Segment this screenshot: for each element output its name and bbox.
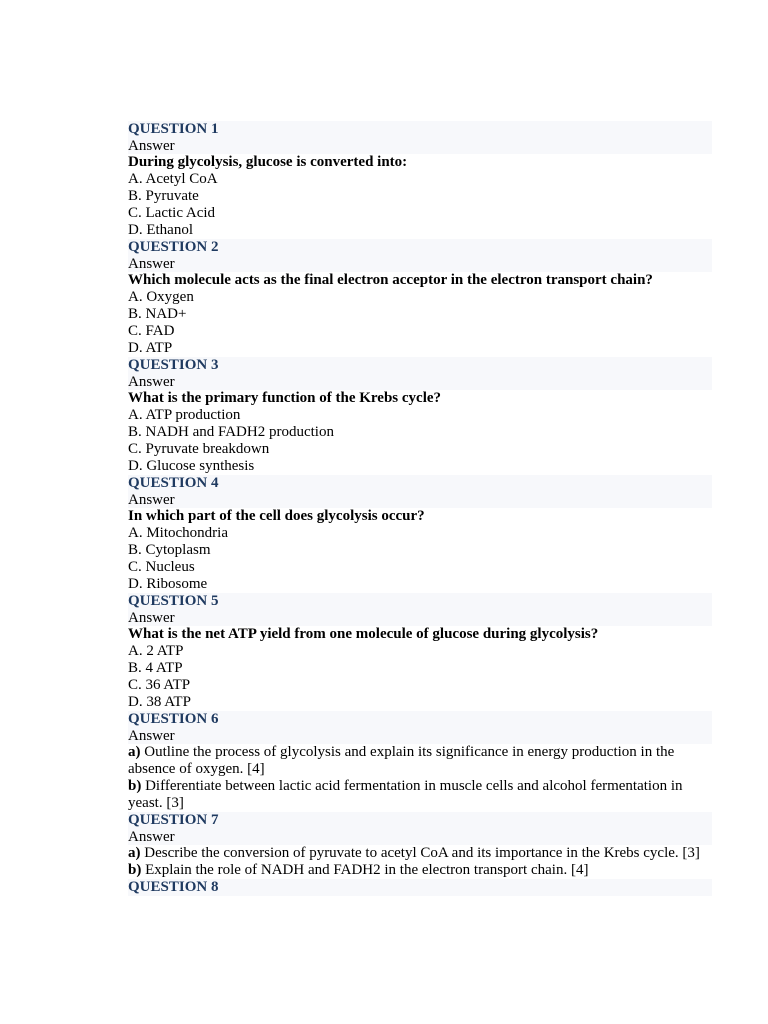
question-stem: In which part of the cell does glycolysis occur?	[128, 508, 425, 524]
question-header	[128, 121, 712, 154]
question-stem: Which molecule acts as the final electron acceptor in the electron transport chain?	[128, 272, 653, 288]
question-title: QUESTION 6	[128, 711, 219, 727]
question-header	[128, 711, 712, 744]
answer-option[interactable]: A. Mitochondria	[128, 525, 228, 541]
answer-label: Answer	[128, 374, 175, 390]
question-header	[128, 475, 712, 508]
question-header	[128, 812, 712, 845]
question-stem: What is the primary function of the Krebs cycle?	[128, 390, 442, 406]
answer-label: Answer	[128, 728, 175, 744]
question-stem: During glycolysis, glucose is converted into:	[128, 154, 408, 170]
answer-option[interactable]: B. Pyruvate	[128, 188, 199, 204]
question-title: QUESTION 1	[128, 121, 219, 137]
question-title: QUESTION 7	[128, 812, 219, 828]
answer-option[interactable]: C. FAD	[128, 323, 175, 339]
answer-option[interactable]: A. Acetyl CoA	[128, 171, 218, 187]
question-title: QUESTION 5	[128, 593, 219, 609]
question-part	[128, 862, 712, 879]
answer-option[interactable]: A. Oxygen	[128, 289, 194, 305]
question-header	[128, 593, 712, 626]
answer-option[interactable]: B. NADH and FADH2 production	[128, 424, 334, 440]
question-title: QUESTION 4	[128, 475, 219, 491]
question-header	[128, 357, 712, 390]
answer-option[interactable]: A. ATP production	[128, 407, 241, 423]
quiz-document	[128, 121, 712, 896]
question-title: QUESTION 8	[128, 879, 219, 895]
question-stem: What is the net ATP yield from one molecule of glucose during glycolysis?	[128, 626, 599, 642]
part-label: b)	[128, 778, 142, 794]
part-label: a)	[128, 744, 141, 760]
answer-option[interactable]: B. NAD+	[128, 306, 187, 322]
answer-option[interactable]: D. ATP	[128, 340, 173, 356]
answer-label: Answer	[128, 138, 175, 154]
answer-label: Answer	[128, 256, 175, 272]
part-text: Describe the conversion of pyruvate to acetyl CoA and its importance in the Krebs cycle. [3]	[144, 845, 700, 861]
part-text: Explain the role of NADH and FADH2 in the electron transport chain. [4]	[145, 862, 589, 878]
question-part	[128, 845, 712, 862]
answer-option[interactable]: C. 36 ATP	[128, 677, 191, 693]
answer-option[interactable]: A. 2 ATP	[128, 643, 184, 659]
answer-option[interactable]: C. Lactic Acid	[128, 205, 216, 221]
answer-option[interactable]: C. Pyruvate breakdown	[128, 441, 270, 457]
answer-label: Answer	[128, 492, 175, 508]
answer-option[interactable]: D. Glucose synthesis	[128, 458, 255, 474]
question-part	[128, 778, 712, 812]
answer-option[interactable]: C. Nucleus	[128, 559, 195, 575]
question-header	[128, 239, 712, 272]
question-header	[128, 879, 712, 896]
answer-label: Answer	[128, 829, 175, 845]
question-title: QUESTION 3	[128, 357, 219, 373]
answer-option[interactable]: B. 4 ATP	[128, 660, 183, 676]
part-label: a)	[128, 845, 141, 861]
part-text: Outline the process of glycolysis and explain its significance in energy production in the absence of oxygen. [4]	[128, 744, 675, 777]
answer-option[interactable]: D. 38 ATP	[128, 694, 191, 710]
answer-option[interactable]: B. Cytoplasm	[128, 542, 211, 558]
question-part	[128, 744, 712, 778]
question-title: QUESTION 2	[128, 239, 219, 255]
answer-label: Answer	[128, 610, 175, 626]
part-label: b)	[128, 862, 142, 878]
answer-option[interactable]: D. Ethanol	[128, 222, 193, 238]
answer-option[interactable]: D. Ribosome	[128, 576, 208, 592]
part-text: Differentiate between lactic acid fermentation in muscle cells and alcohol fermentation in yeast. [3]	[128, 778, 683, 811]
